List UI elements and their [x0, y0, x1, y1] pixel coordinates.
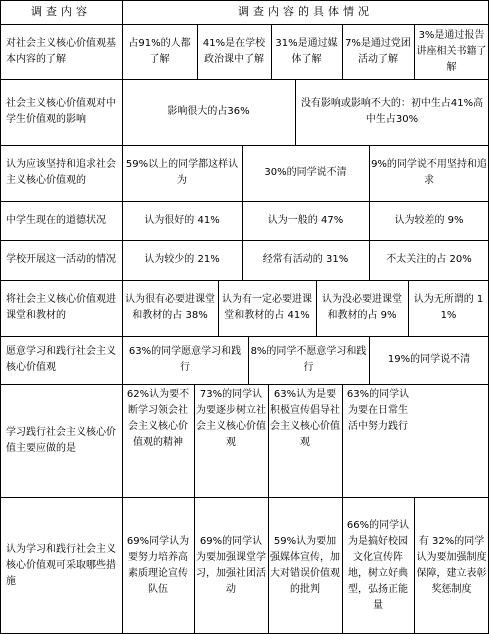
- row-answer: 41%是在学校政治课中了解: [202, 37, 266, 65]
- row-divider: [0, 24, 489, 25]
- row-answer: 经常有活动的 31%: [262, 254, 349, 265]
- row-answer: 3%是通过报告讲座相关书籍了解: [416, 29, 487, 73]
- row-answer: 占91%的人都了解: [128, 37, 191, 65]
- column-divider: [194, 384, 195, 634]
- row-answer: 认为较少的 21%: [144, 254, 220, 265]
- column-divider: [248, 336, 249, 384]
- row-answer: 30%的同学说不清: [264, 167, 347, 178]
- table-border: [0, 0, 1, 634]
- row-answer: 影响很大的占36%: [167, 106, 250, 117]
- column-divider: [271, 24, 272, 79]
- column-divider: [369, 145, 370, 280]
- row-divider: [0, 497, 489, 498]
- row-divider: [0, 145, 489, 146]
- row-question: 将社会主义核心价值观进课堂和教材的: [6, 294, 116, 321]
- row-answer: 认为没必要进课堂和教材的占 9%: [322, 294, 402, 321]
- row-divider: [0, 280, 489, 281]
- row-answer: 认为无所谓的 11%: [413, 294, 484, 321]
- row-answer: 不太关注的占 20%: [386, 254, 472, 265]
- row-answer: 73%的同学认为要逐步树立社会主义核心价值观: [196, 389, 266, 448]
- row-answer: 63%的同学愿意学习和践行: [128, 346, 242, 373]
- row-answer: 69%同学认为要努力培养高素质理论宣传队伍: [126, 535, 190, 595]
- row-answer: 没有影响或影响不大的：初中生占41%高中生占30%: [300, 98, 484, 125]
- row-question: 社会主义核心价值观对中学生价值观的影响: [6, 98, 116, 125]
- column-divider: [342, 384, 343, 634]
- row-answer: 认为很有必要进课堂和教材的占 38%: [125, 294, 215, 321]
- row-divider: [0, 201, 489, 202]
- column-divider: [414, 24, 415, 79]
- row-answer: 63%认为是要积极宣传倡导社会主义核心价值观: [270, 389, 340, 448]
- row-question: 学校开展这一活动的情况: [6, 254, 116, 265]
- table-border: [0, 0, 489, 1]
- row-answer: 认为较差的 9%: [394, 214, 464, 226]
- row-answer: 8%的同学不愿意学习和践行: [250, 346, 367, 373]
- column-divider: [369, 336, 370, 384]
- row-answer: 认为有一定必要进课堂和教材的占 41%: [222, 294, 312, 321]
- header-detail: 调查内容的具体情况: [238, 5, 373, 18]
- column-divider: [408, 280, 409, 336]
- column-divider: [295, 79, 296, 145]
- row-answer: 69%的同学认为要加强课堂学习，加强社团活动: [196, 535, 266, 595]
- row-question: 学习践行社会主义核心价值主要应做的是: [6, 426, 116, 454]
- column-divider: [122, 0, 123, 634]
- column-divider: [316, 280, 317, 336]
- column-divider: [218, 280, 219, 336]
- row-question: 认为学习和践行社会主义核心价值观可采取哪些措施: [6, 543, 116, 587]
- row-question: 对社会主义核心价值观基本内容的了解: [6, 37, 116, 65]
- row-answer: 63%的同学认为要在日常生活中努力践行: [346, 389, 410, 432]
- row-answer: 31%是通过媒体了解: [275, 37, 338, 65]
- row-answer: 9%的同学说不用坚持和追求: [371, 159, 487, 186]
- row-answer: 59%以上的同学都这样认为: [125, 159, 239, 186]
- column-divider: [414, 497, 415, 634]
- row-answer: 有 32%的同学认为要加强制度保障，建立表彰奖惩制度: [416, 535, 487, 595]
- row-question: 愿意学习和践行社会主义核心价值观: [6, 346, 116, 373]
- row-answer: 7%是通过党团活动了解: [345, 37, 411, 65]
- row-answer: 66%的同学认为是搞好校园文化宣传阵地，树立好典型，弘扬正能量: [346, 519, 410, 611]
- row-question: 中学生现在的道德状况: [6, 214, 106, 226]
- row-divider: [0, 240, 489, 241]
- column-divider: [197, 24, 198, 79]
- row-divider: [0, 79, 489, 80]
- column-divider: [342, 24, 343, 79]
- column-divider: [268, 384, 269, 634]
- row-answer: 19%的同学说不清: [387, 354, 471, 365]
- row-answer: 62%认为要不断学习领会社会主义核心价值观的精神: [126, 389, 190, 448]
- header-item: 调查内容: [31, 5, 91, 18]
- row-question: 认为应该坚持和追求社会主义核心价值观的: [6, 159, 116, 186]
- row-answer: 认为一般的 47%: [267, 214, 344, 226]
- column-divider: [242, 145, 243, 280]
- row-divider: [0, 336, 489, 337]
- row-answer: 59%认为要加强媒体宣传，加大对错误价值观的批判: [270, 535, 340, 595]
- row-answer: 认为很好的 41%: [144, 214, 220, 226]
- row-divider: [0, 384, 489, 385]
